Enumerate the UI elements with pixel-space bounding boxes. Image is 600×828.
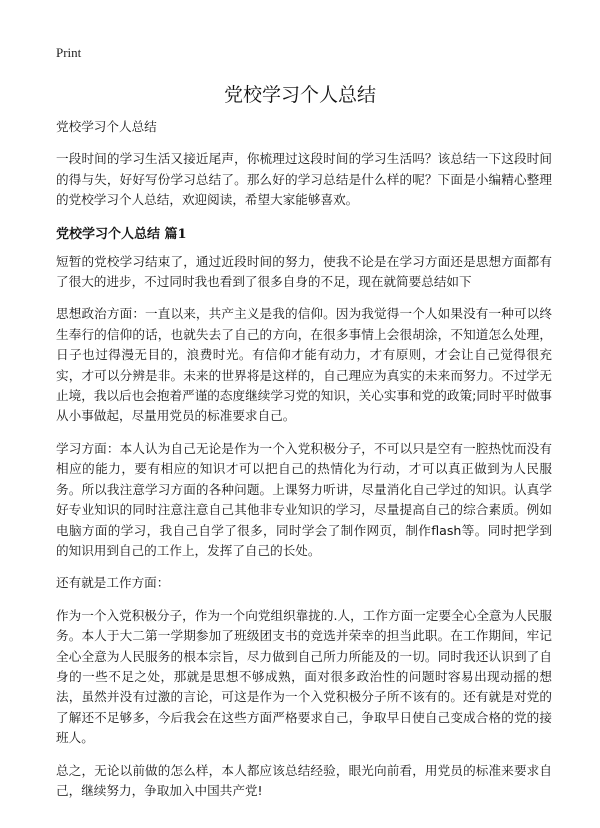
paragraph-summary: 短暂的党校学习结束了，通过近段时间的努力，使我不论是在学习方面还是思想方面都有了很大的进步，不过同时我也看到了很多自身的不足，现在就简要总结如下 xyxy=(56,253,552,290)
article-body xyxy=(56,117,552,813)
paragraph-ideology: 思想政治方面：一直以来，共产主义是我的信仰。因为我觉得一个人如果没有一种可以终生奉行的信仰的话，也就失去了自己的方向，在很多事情上会很胡涂，不知道怎么处理，日子也过得漫无目的，浪费时光。有信仰才能有动力，才有原则，才会让自己觉得很充实，才可以分辨是非。未来的世界将是这样的，自己理应为真实的未来而努力。不过学无止境，我以后也会抱着严谨的态度继续学习党的知识，关心实事和党的政策;同时平时做事从小事做起，尽量用党员的标准要求自己。 xyxy=(56,306,552,424)
print-link[interactable]: Print xyxy=(56,45,82,60)
paragraph-work-intro: 还有就是工作方面： xyxy=(56,575,170,591)
paragraph-work: 作为一个入党积极分子，作为一个向党组织靠拢的.人，工作方面一定要全心全意为人民服务。本人于大二第一学期参加了班级团支书的竞选并荣幸的担当此职。在工作期间，牢记全心全意为人民服务的根本宗旨，尽力做到自己所力所能及的一切。同时我还认识到了自身的一些不足之处，那就是思想不够成熟，面对很多政治性的问题时容易出现动摇的想法，虽然并没有过激的言论，可这是作为一个入党积极分子所不该有的。还有就是对党的了解还不足够多，今后我会在这些方面严格要求自己，争取早日使自己变成合格的党的接班人。 xyxy=(56,607,552,746)
document-subtitle: 党校学习个人总结 xyxy=(56,119,157,134)
paragraph-study: 学习方面：本人认为自己无论是作为一个入党积极分子，不可以只是空有一腔热忱而没有相应的能力，要有相应的知识才可以把自己的热情化为行动，才可以真正做到为人民服务。所以我注意学习方面的各种问题。上课努力听讲，尽量消化自己学过的知识。认真学好专业知识的同时注意注意自己其他非专业知识的学习，尽量提高自己的综合素质。例如电脑方面的学习，我自己自学了很多，同时学会了制作网页，制作flash等。同时把学到的知识用到自己的工作上，发挥了自己的长处。 xyxy=(56,440,552,558)
page-title: 党校学习个人总结 xyxy=(223,84,376,106)
intro-paragraph: 一段时间的学习生活又接近尾声，你梳理过这段时间的学习生活吗？该总结一下这段时间的得与失，好好写份学习总结了。那么好的学习总结是什么样的呢？下面是小编精心整理的党校学习个人总结，欢迎阅读，希望大家能够喜欢。 xyxy=(56,151,552,208)
paragraph-conclusion: 总之，无论以前做的怎么样，本人都应该总结经验，眼光向前看，用党员的标准来要求自己，继续努力，争取加入中国共产党! xyxy=(56,762,552,798)
section-heading: 党校学习个人总结 篇1 xyxy=(56,226,187,242)
